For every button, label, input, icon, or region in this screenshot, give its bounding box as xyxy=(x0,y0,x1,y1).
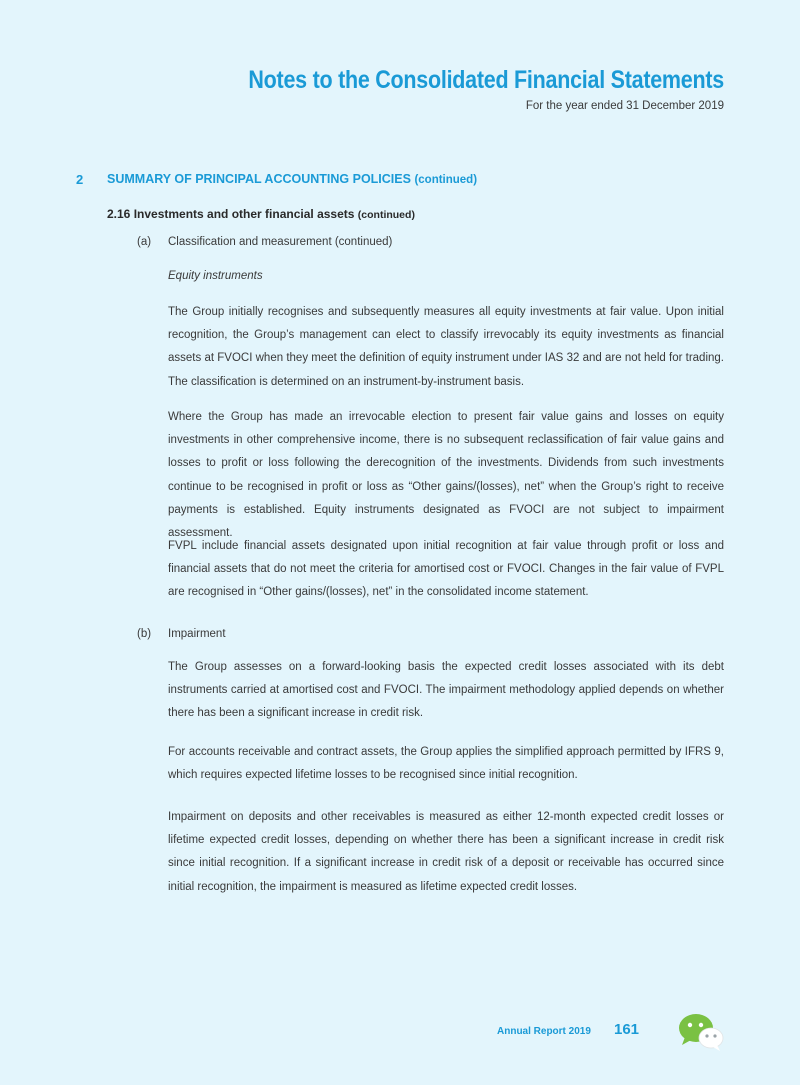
item-b-heading: Impairment xyxy=(168,628,226,640)
footer-report-label: Annual Report 2019 xyxy=(497,1026,591,1037)
item-a-heading: Classification and measurement (continued) xyxy=(168,236,393,248)
paragraph-fvpl: FVPL include financial assets designated upon initial recognition at fair value through profit or loss and financial assets that do not meet the criteria for amortised cost or FVOCI. Changes in the fair value of FVPL are recognised in “Other gains/(losses), net” in the consolidated income statement. xyxy=(168,540,724,599)
equity-instruments-heading: Equity instruments xyxy=(168,270,263,282)
subsection-title xyxy=(107,207,415,221)
item-b-label: (b) xyxy=(137,628,152,640)
paragraph-simplified-approach: For accounts receivable and contract assets, the Group applies the simplified approach permitted by IFRS 9, which requires expected lifetime losses to be recognised since initial recognition. xyxy=(168,746,724,782)
wechat-logo-icon xyxy=(676,1010,726,1054)
page-subtitle: For the year ended 31 December 2019 xyxy=(525,100,724,112)
item-a-label: (a) xyxy=(137,236,152,248)
section-continued: (continued) xyxy=(414,174,478,186)
paragraph-irrevocable-election: Where the Group has made an irrevocable election to present fair value gains and losses on equity investments in other comprehensive income, there is no subsequent reclassification of fair value gains and losses to profit or loss following the derecognition of the investments. Dividends from such investments continue to be recognised in profit or loss as “Other gains/(losses), net” when the Group’s right to receive payments is established. Equity instruments designated as FVOCI are not subject to impairment assessment. xyxy=(168,411,724,540)
page-title: Notes to the Consolidated Financial Statements xyxy=(248,66,724,94)
subsection-title-text: 2.16 Investments and other financial assets xyxy=(107,207,355,221)
paragraph-equity-recognition: The Group initially recognises and subsequently measures all equity investments at fair value. Upon initial recognition, the Group’s management can elect to classify irrevocably its equity investments as financial assets at FVOCI when they meet the definition of equity instrument under IAS 32 and are not held for trading. The classification is determined on an instrument-by-instrument basis. xyxy=(168,306,724,388)
section-number: 2 xyxy=(76,172,84,187)
subsection-continued: (continued) xyxy=(357,209,415,221)
section-title-text: SUMMARY OF PRINCIPAL ACCOUNTING POLICIES xyxy=(107,172,411,186)
paragraph-deposits-impairment: Impairment on deposits and other receivables is measured as either 12-month expected credit losses or lifetime expected credit losses, depending on whether there has been a significant increase in credit risk since initial recognition. If a significant increase in credit risk of a deposit or receivable has occurred since initial recognition, the impairment is measured as lifetime expected credit losses. xyxy=(168,811,724,893)
paragraph-impairment-approach: The Group assesses on a forward-looking basis the expected credit losses associated with its debt instruments carried at amortised cost and FVOCI. The impairment methodology applied depends on whether there has been a significant increase in credit risk. xyxy=(168,661,724,720)
page-number: 161 xyxy=(614,1021,640,1038)
section-title xyxy=(107,172,477,186)
